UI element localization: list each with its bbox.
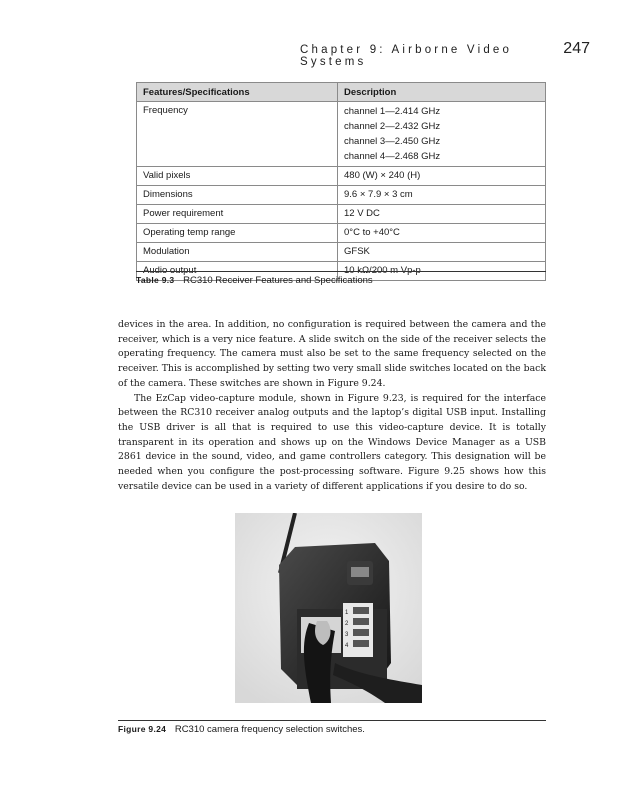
feature-cell: Audio output xyxy=(137,262,338,281)
description-cell xyxy=(338,102,546,167)
description-cell: GFSK xyxy=(338,243,546,262)
description-cell: 480 (W) × 240 (H) xyxy=(338,167,546,186)
table-header-row xyxy=(137,83,546,102)
table-row xyxy=(137,224,546,243)
header-description: Description xyxy=(338,83,546,102)
feature-cell: Frequency xyxy=(137,102,338,167)
description-line: channel 4—2.468 GHz xyxy=(344,151,441,162)
feature-cell: Dimensions xyxy=(137,186,338,205)
description-line: channel 3—2.450 GHz xyxy=(344,136,441,147)
table-row xyxy=(137,205,546,224)
table-row xyxy=(137,186,546,205)
description-cell: 10 kΩ/200 m Vp-p xyxy=(338,262,546,281)
header-features: Features/Specifications xyxy=(137,83,338,102)
description-line: channel 1—2.414 GHz xyxy=(344,106,441,117)
running-head xyxy=(300,40,590,68)
figure-photo xyxy=(235,513,422,703)
table-row xyxy=(137,102,546,167)
switch-number: 2 xyxy=(345,621,349,627)
description-cell: 12 V DC xyxy=(338,205,546,224)
description-line: channel 2—2.432 GHz xyxy=(344,121,441,132)
description-cell: 9.6 × 7.9 × 3 cm xyxy=(338,186,546,205)
paragraph: devices in the area. In addition, no configuration is required between the camera and the receiver, which is a very nice feature. A slide switch on the side of the receiver selects the operating frequency. The camera must also be set to the same frequency selected on the receiver. This is accomplished by setting two very small slide switches located on the back of the camera. These switches are shown in Figure 9.24. xyxy=(118,319,546,389)
figure-caption-label: Figure 9.24 xyxy=(118,724,167,734)
switch-number: 3 xyxy=(345,632,349,638)
table-caption-text: RC310 Receiver Features and Specifications xyxy=(183,275,373,286)
feature-cell: Valid pixels xyxy=(137,167,338,186)
feature-cell: Operating temp range xyxy=(137,224,338,243)
page-number: 247 xyxy=(563,40,590,57)
feature-cell: Power requirement xyxy=(137,205,338,224)
table-caption xyxy=(136,271,546,286)
figure-caption xyxy=(118,720,546,735)
figure-caption-text: RC310 camera frequency selection switches. xyxy=(174,724,365,735)
chapter-title: Chapter 9: Airborne Video Systems xyxy=(300,44,513,68)
paragraph: The EzCap video-capture module, shown in Figure 9.23, is required for the interface between the RC310 receiver analog outputs and the laptop’s digital USB input. Installing the USB driver is all that is required to use this video-capture device. It is totally transparent in its operation and shows up on the Windows Device Manager as a USB 2861 device in the sound, video, and game controllers category. This designation will be needed when you configure the post-processing software. Figure 9.25 shows how this versatile device can be used in a variety of different applications if you desire to do so. xyxy=(118,392,546,492)
spec-table xyxy=(136,82,546,281)
switch-number: 1 xyxy=(345,610,349,616)
camera-photo xyxy=(235,513,422,703)
table-row xyxy=(137,167,546,186)
table-caption-label: Table 9.3 xyxy=(136,275,175,285)
description-cell: 0°C to +40°C xyxy=(338,224,546,243)
switch-number: 4 xyxy=(345,643,349,649)
body-text xyxy=(118,318,546,494)
feature-cell: Modulation xyxy=(137,243,338,262)
table-row xyxy=(137,243,546,262)
